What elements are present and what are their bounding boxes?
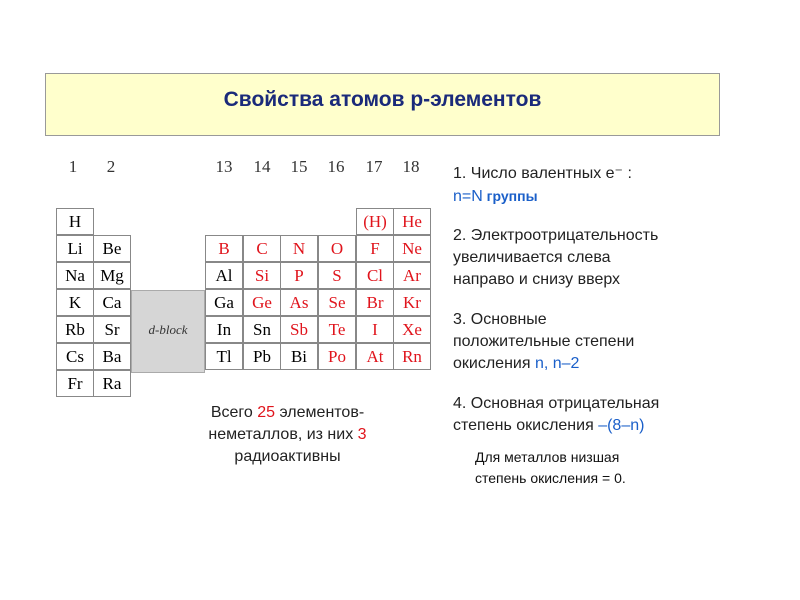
group-number-14: 14 [253, 157, 271, 176]
property-1-suffix: группы [482, 188, 538, 204]
property-4-value: –(8–n) [598, 417, 645, 434]
group-number-1: 1 [68, 157, 78, 176]
property-3-line-1: 3. Основные [453, 311, 547, 328]
note-line-2: степень окисления = 0. [475, 470, 626, 486]
element-cell: I [356, 316, 394, 343]
element-cell: C [243, 235, 281, 262]
group-number-15: 15 [290, 157, 308, 176]
element-cell: Al [205, 262, 243, 289]
slide-title: Свойства атомов р-элементов [223, 88, 542, 111]
element-cell: Sn [243, 316, 281, 343]
element-cell: Ga [205, 289, 243, 316]
note-line-1: Для металлов низшая [475, 449, 620, 465]
element-cell: Be [93, 235, 131, 262]
element-cell: At [356, 343, 394, 370]
group-number-17: 17 [365, 157, 383, 176]
property-4-line-2-text: степень окисления [453, 417, 599, 434]
element-cell: Si [243, 262, 281, 289]
property-1 [453, 163, 632, 208]
property-2 [453, 225, 658, 291]
element-cell: As [280, 289, 318, 316]
element-cell: F [356, 235, 394, 262]
element-cell: Se [318, 289, 356, 316]
property-4-line-1: 4. Основная отрицательная [453, 395, 660, 412]
d-block-area: d-block [131, 290, 205, 373]
total-count: 25 [257, 404, 276, 421]
element-cell: Ge [243, 289, 281, 316]
element-cell: Fr [56, 370, 94, 397]
element-cell: Te [318, 316, 356, 343]
element-cell: Rb [56, 316, 94, 343]
element-cell: O [318, 235, 356, 262]
property-2-line-3: направо и снизу вверх [453, 271, 621, 288]
element-cell: Br [356, 289, 394, 316]
metal-note [475, 447, 626, 489]
nonmetal-total [175, 402, 400, 468]
total-line-1-a: Всего [210, 404, 258, 421]
total-line-2 [175, 424, 400, 446]
element-cell: Ra [93, 370, 131, 397]
property-2-line-2: увеличивается слева [453, 249, 611, 266]
element-cell: Li [56, 235, 94, 262]
element-cell: (H) [356, 208, 394, 235]
property-2-line-1: 2. Электроотрицательность [453, 227, 659, 244]
element-cell: Bi [280, 343, 318, 370]
element-cell: K [56, 289, 94, 316]
property-4 [453, 393, 659, 437]
element-cell: Pb [243, 343, 281, 370]
property-3 [453, 309, 634, 375]
group-number-2: 2 [106, 157, 116, 176]
element-cell: Ne [393, 235, 431, 262]
element-cell: Mg [93, 262, 131, 289]
element-cell: Sr [93, 316, 131, 343]
total-line-2-a: неметаллов, из них [208, 426, 358, 443]
property-3-line-3-text: окисления [453, 355, 535, 372]
total-line-1 [175, 402, 400, 424]
element-cell: Ar [393, 262, 431, 289]
element-cell: N [280, 235, 318, 262]
property-3-values: n, n–2 [534, 355, 580, 372]
total-line-1-c: элементов- [275, 404, 365, 421]
property-1-formula: n=N [453, 188, 483, 205]
property-1-line-2 [453, 185, 632, 208]
radioactive-count: 3 [357, 426, 367, 443]
element-cell: Kr [393, 289, 431, 316]
element-cell: P [280, 262, 318, 289]
element-cell: H [56, 208, 94, 235]
element-cell: In [205, 316, 243, 343]
group-number-13: 13 [215, 157, 233, 176]
total-line-3: радиоактивны [234, 448, 341, 465]
element-cell: Sb [280, 316, 318, 343]
element-cell: Po [318, 343, 356, 370]
element-cell: Ca [93, 289, 131, 316]
property-1-line-1: 1. Число валентных е⁻ : [453, 165, 632, 182]
element-cell: B [205, 235, 243, 262]
element-cell: Na [56, 262, 94, 289]
element-cell: S [318, 262, 356, 289]
group-number-16: 16 [327, 157, 345, 176]
property-4-line-2 [453, 415, 659, 437]
element-cell: Cl [356, 262, 394, 289]
element-cell: Rn [393, 343, 431, 370]
element-cell: Tl [205, 343, 243, 370]
property-3-line-2: положительные степени [453, 333, 635, 350]
title-box [45, 73, 720, 136]
element-cell: Xe [393, 316, 431, 343]
element-cell: Cs [56, 343, 94, 370]
group-number-18: 18 [402, 157, 420, 176]
element-cell: He [393, 208, 431, 235]
element-cell: Ba [93, 343, 131, 370]
property-3-line-3 [453, 353, 634, 375]
